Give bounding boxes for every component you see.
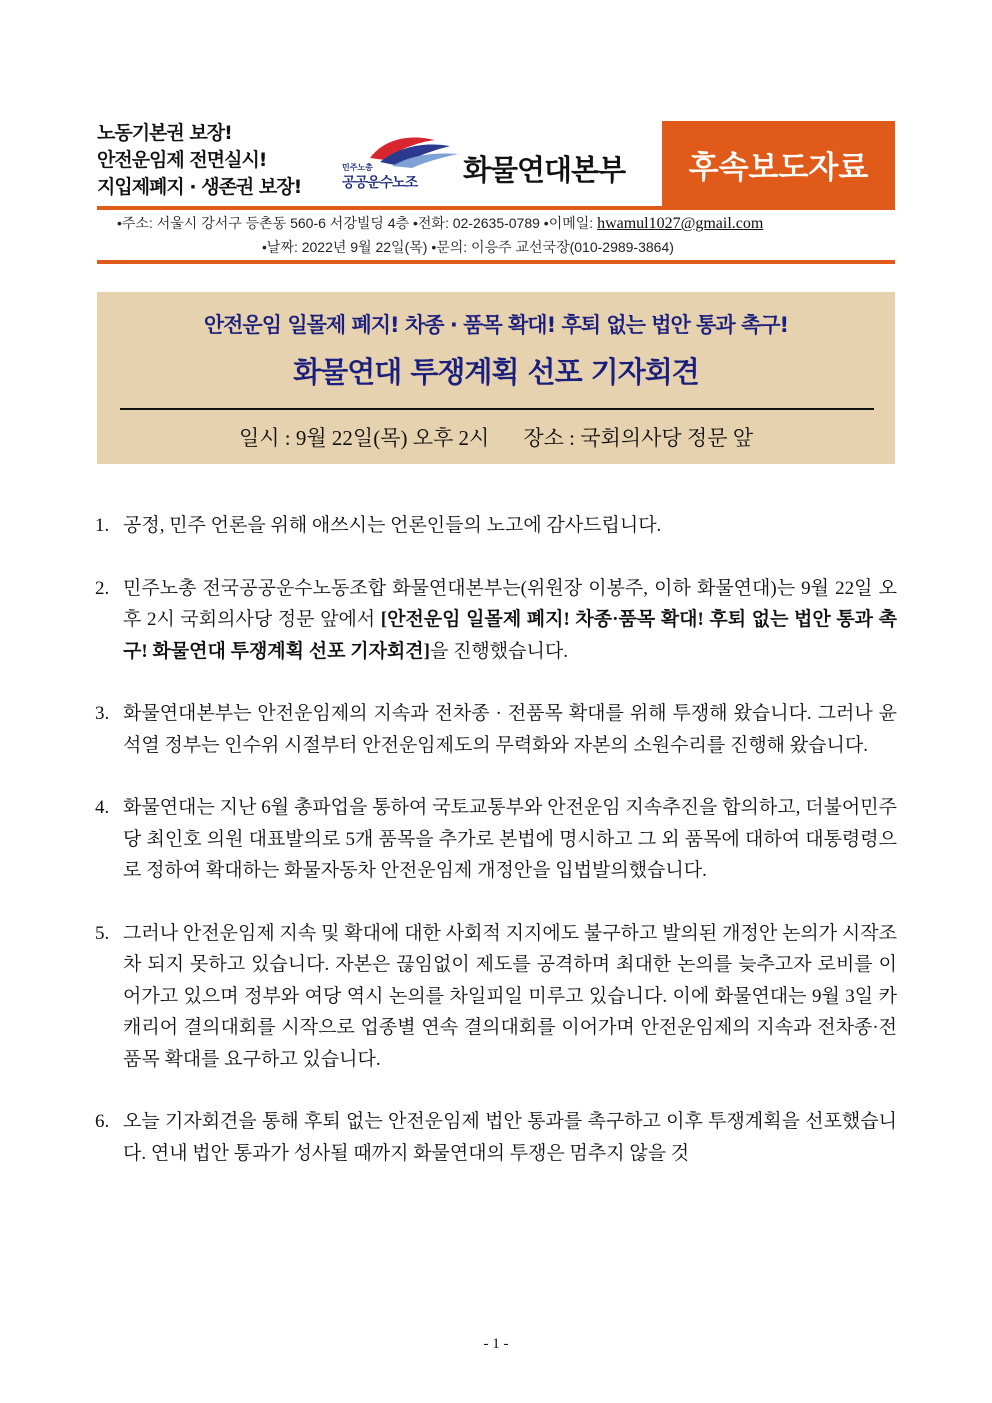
header-rule	[97, 206, 895, 210]
title-box	[97, 292, 895, 464]
event-place: 장소 : 국회의사당 정문 앞	[523, 426, 754, 450]
org-name: 화물연대본부	[463, 153, 626, 187]
contact-address-phone: •주소: 서울시 강서구 등촌동 560-6 서강빌딩 4층 •전화: 02-2635-0789 •이메일:	[117, 215, 598, 231]
item-number: 3.	[95, 703, 110, 724]
list-item	[95, 792, 897, 887]
event-info	[97, 422, 895, 452]
item-text: 공정, 민주 언론을 위해 애쓰시는 언론인들의 노고에 감사드립니다.	[123, 515, 662, 536]
logo-small-text: 민주노총	[342, 163, 373, 172]
email-link[interactable]: hwamul1027@gmail.com	[597, 215, 764, 232]
item-number: 2.	[95, 577, 110, 599]
logo-name-text: 공공운수노조	[342, 175, 418, 191]
list-item	[95, 698, 897, 761]
list-item	[95, 573, 897, 668]
item-text: 오늘 기자회견을 통해 후퇴 없는 안전운임제 법안 통과를 촉구하고 이후 투쟁계획을 선포했습니다. 연내 법안 통과가 성사될 때까지 화물연대의 투쟁은 멈추지 않을 것	[123, 1111, 897, 1164]
slogan-line: 안전운임제 전면실시!	[97, 149, 267, 171]
slogan-block	[97, 120, 337, 201]
header-rule	[97, 260, 895, 264]
page-title: 화물연대 투쟁계획 선포 기자회견	[293, 355, 699, 389]
event-date: 일시 : 9월 22일(목) 오후 2시	[238, 426, 490, 450]
release-badge	[662, 121, 895, 207]
slogan-line: 지입제폐지 · 생존권 보장!	[97, 176, 302, 198]
item-number: 1.	[95, 515, 110, 536]
list-item	[95, 510, 897, 542]
page-number: - 1 -	[483, 1336, 509, 1352]
item-text: 그러나 안전운임제 지속 및 확대에 대한 사회적 지지에도 불구하고 발의된 개정안 논의가 시작조차 되지 못하고 있습니다. 자본은 끊임없이 제도를 공격하며 최대한 논의를 늦추고자 로비를 이어가고 있으며 정부와 여당 역시 논의를 차일피일 미루고 있습니다. 이에 화물연대는 9월 3일 카캐리어 결의대회를 시작으로 업종별 연속 결의대회를 이어가며 안전운임제의 지속과 전차종·전품목 확대를 요구하고 있습니다.	[123, 922, 897, 1070]
item-text-part: 민주노총 전국공공운수노동조합 화물연대본부는(위원장 이봉주, 이하 화물연대)는 9월 22일 오후 2시 국회의사당 정문 앞에서	[123, 577, 897, 630]
body-text	[95, 510, 897, 1200]
item-number: 6.	[95, 1111, 110, 1132]
item-number: 4.	[95, 797, 110, 818]
union-logo	[340, 128, 465, 196]
release-label: 후속보도자료	[688, 149, 869, 186]
item-text	[123, 573, 897, 668]
item-text-bold: [안전운임 일몰제 폐지! 차종·품목 확대! 후퇴 없는 법안 통과 촉구! 화물연대 투쟁계획 선포 기자회견]	[123, 609, 897, 662]
list-item	[95, 1106, 897, 1169]
item-text-part: 을 진행했습니다.	[429, 640, 568, 662]
item-number: 5.	[95, 922, 110, 944]
list-item	[95, 918, 897, 1076]
item-text: 화물연대본부는 안전운임제의 지속과 전차종 · 전품목 확대를 위해 투쟁해 왔습니다. 그러나 윤석열 정부는 인수위 시절부터 안전운임제도의 무력화와 자본의 소원수리를 진행해 왔습니다.	[123, 703, 897, 756]
slogan-line: 노동기본권 보장!	[97, 122, 232, 144]
contact-line-date: •날짜: 2022년 9월 22일(목) •문의: 이응주 교선국장(010-2989-3864)	[262, 239, 674, 255]
contact-line	[117, 213, 763, 233]
item-text: 화물연대는 지난 6월 총파업을 통하여 국토교통부와 안전운임 지속추진을 합의하고, 더불어민주당 최인호 의원 대표발의로 5개 품목을 추가로 본법에 명시하고 그 외 품목에 대하여 대통령령으로 정하여 확대하는 화물자동차 안전운임제 개정안을 입법발의했습니다.	[123, 797, 897, 881]
divider	[120, 408, 874, 410]
subheadline: 안전운임 일몰제 폐지! 차종 · 품목 확대! 후퇴 없는 법안 통과 촉구!	[203, 313, 789, 337]
